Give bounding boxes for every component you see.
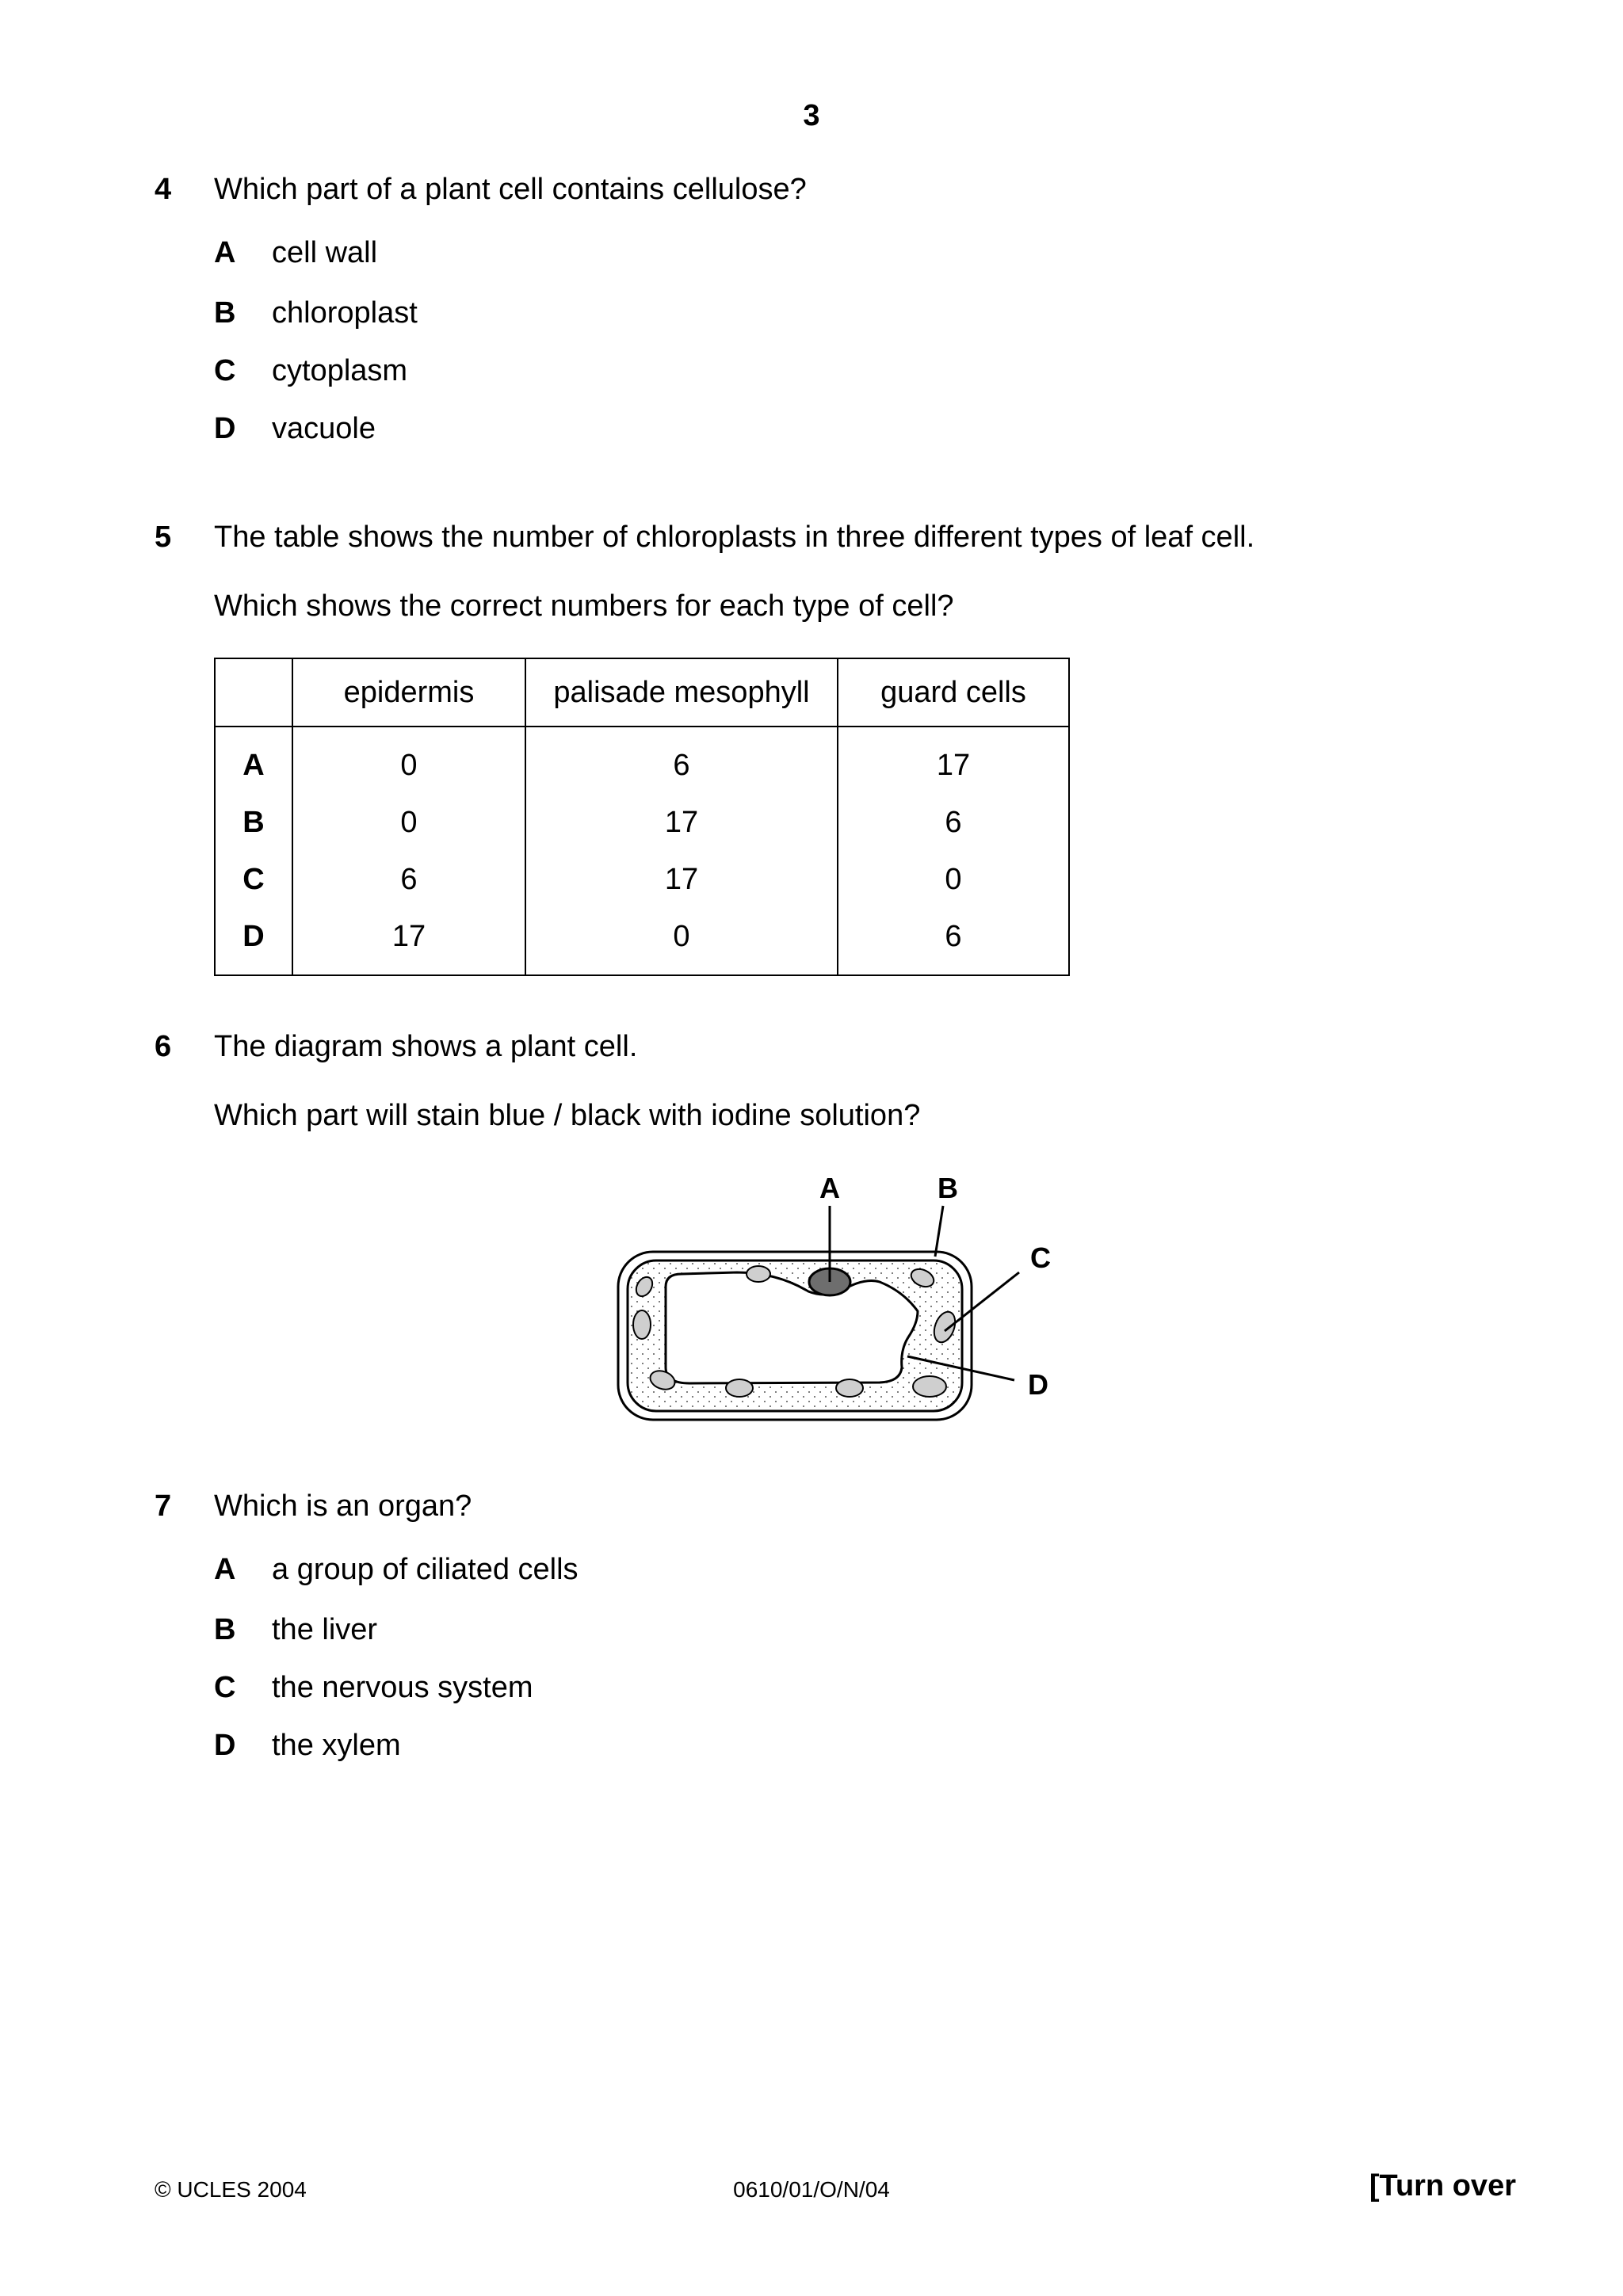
chloroplast-table [214, 658, 1070, 976]
diagram-label-d: D [1028, 1368, 1048, 1401]
question-5-prompt: Which shows the correct numbers for each type of cell? [214, 589, 954, 623]
diagram-label-a: A [819, 1172, 840, 1204]
question-6-number: 6 [155, 1030, 172, 1063]
chloroplast [633, 1310, 651, 1339]
label-line-b [935, 1206, 943, 1257]
table-row [215, 727, 1069, 794]
q4-option-letter-d: D [214, 412, 236, 445]
table-cell: 17 [292, 908, 525, 975]
table-row [215, 851, 1069, 908]
question-4-text: Which part of a plant cell contains cellulose? [214, 173, 807, 206]
table-cell: 6 [838, 908, 1069, 975]
table-cell: 6 [838, 794, 1069, 851]
q4-option-letter-a: A [214, 236, 236, 269]
table-cell: 6 [525, 727, 838, 794]
question-5-text: The table shows the number of chloroplasts in three different types of leaf cell. [214, 521, 1255, 554]
question-7-number: 7 [155, 1489, 172, 1523]
table-row-letter: D [215, 908, 292, 975]
q7-option-text-b: the liver [272, 1613, 378, 1646]
footer-copyright: © UCLES 2004 [155, 2177, 307, 2202]
plant-cell-diagram [602, 1157, 1078, 1442]
table-cell: 6 [292, 851, 525, 908]
table-cell: 17 [525, 794, 838, 851]
q4-option-text-a: cell wall [272, 236, 378, 269]
question-5-number: 5 [155, 521, 172, 554]
table-cell: 17 [525, 851, 838, 908]
table-header-row [215, 658, 1069, 727]
table-row [215, 908, 1069, 975]
diagram-label-c: C [1030, 1241, 1051, 1274]
q7-option-text-c: the nervous system [272, 1671, 533, 1704]
vacuole [666, 1272, 918, 1383]
q4-option-letter-c: C [214, 354, 236, 387]
q4-option-letter-b: B [214, 296, 236, 330]
table-row-letter: A [215, 727, 292, 794]
table-cell: 0 [838, 851, 1069, 908]
q7-option-letter-c: C [214, 1671, 236, 1704]
q7-option-text-d: the xylem [272, 1729, 401, 1762]
table-row-letter: C [215, 851, 292, 908]
question-7-text: Which is an organ? [214, 1489, 472, 1523]
table-cell: 0 [292, 794, 525, 851]
table-cell: 0 [525, 908, 838, 975]
q4-option-text-c: cytoplasm [272, 354, 408, 387]
table-row [215, 794, 1069, 851]
table-cell: 0 [292, 727, 525, 794]
q7-option-text-a: a group of ciliated cells [272, 1553, 579, 1586]
page-number: 3 [803, 99, 820, 132]
q7-option-letter-a: A [214, 1553, 236, 1586]
footer-turn-over: [Turn over [1369, 2169, 1516, 2203]
q4-option-text-b: chloroplast [272, 296, 418, 330]
chloroplast [913, 1376, 946, 1397]
question-4-number: 4 [155, 173, 172, 206]
table-header-palisade: palisade mesophyll [525, 658, 838, 727]
q7-option-letter-b: B [214, 1613, 236, 1646]
chloroplast [726, 1379, 753, 1397]
q4-option-text-d: vacuole [272, 412, 376, 445]
chloroplast [836, 1379, 863, 1397]
footer-paper-code: 0610/01/O/N/04 [733, 2177, 890, 2202]
table-header-epidermis: epidermis [292, 658, 525, 727]
table-header-blank [215, 658, 292, 727]
table-cell: 17 [838, 727, 1069, 794]
question-6-text: The diagram shows a plant cell. [214, 1030, 638, 1063]
question-6-prompt: Which part will stain blue / black with iodine solution? [214, 1099, 921, 1132]
table-header-guard-cells: guard cells [838, 658, 1069, 727]
diagram-label-b: B [938, 1172, 958, 1204]
chloroplast [747, 1266, 770, 1282]
q7-option-letter-d: D [214, 1729, 236, 1762]
table-row-letter: B [215, 794, 292, 851]
